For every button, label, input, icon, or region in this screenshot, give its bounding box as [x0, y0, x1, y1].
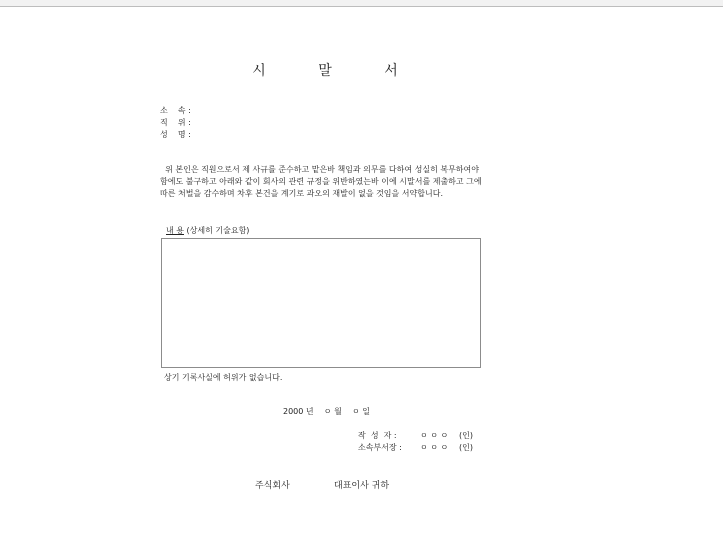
signature-row-manager: [358, 442, 473, 478]
content-section-label: [164, 225, 249, 236]
field-name: 성 명 :: [160, 130, 191, 139]
document-title: 시 말 서: [252, 63, 422, 79]
signature-name: ㅇ ㅇ ㅇ: [420, 431, 449, 440]
content-box[interactable]: [161, 238, 481, 368]
field-affiliation: 소 속 :: [160, 106, 191, 115]
signature-name: ㅇ ㅇ ㅇ: [420, 443, 449, 452]
viewer-top-rule: [0, 6, 723, 7]
pledge-paragraph: [160, 164, 490, 200]
signature-label: 작 성 자 :: [358, 431, 397, 440]
signature-seal: (인): [459, 443, 473, 452]
pledge-line: 함에도 불구하고 아래와 같이 회사의 관련 규정을 위반하였는바 이에 시말서를 제출하고 그에: [160, 177, 482, 186]
signature-seal: (인): [459, 431, 473, 440]
content-hint: (상세히 기술요함): [186, 226, 250, 235]
confirmation-statement: 상기 기록사실에 허위가 없습니다.: [164, 373, 283, 382]
pledge-line: 따른 처벌을 감수하며 차후 본건을 계기로 과오의 재발이 없을 것임을 서약합니다.: [160, 189, 443, 198]
addressee: 대표이사 귀하: [334, 481, 390, 491]
field-position: 직 위 :: [160, 118, 191, 127]
company-name: 주식회사: [255, 481, 290, 491]
signature-label: 소속부서장 :: [358, 443, 402, 452]
document-date: 2000 년 ㅇ 월 ㅇ 일: [283, 407, 370, 416]
pledge-line: 위 본인은 직원으로서 제 사규를 준수하고 맡은바 책임과 의무를 다하여 성실히 복무하여야: [160, 165, 479, 174]
content-label: 내 용: [166, 226, 184, 235]
